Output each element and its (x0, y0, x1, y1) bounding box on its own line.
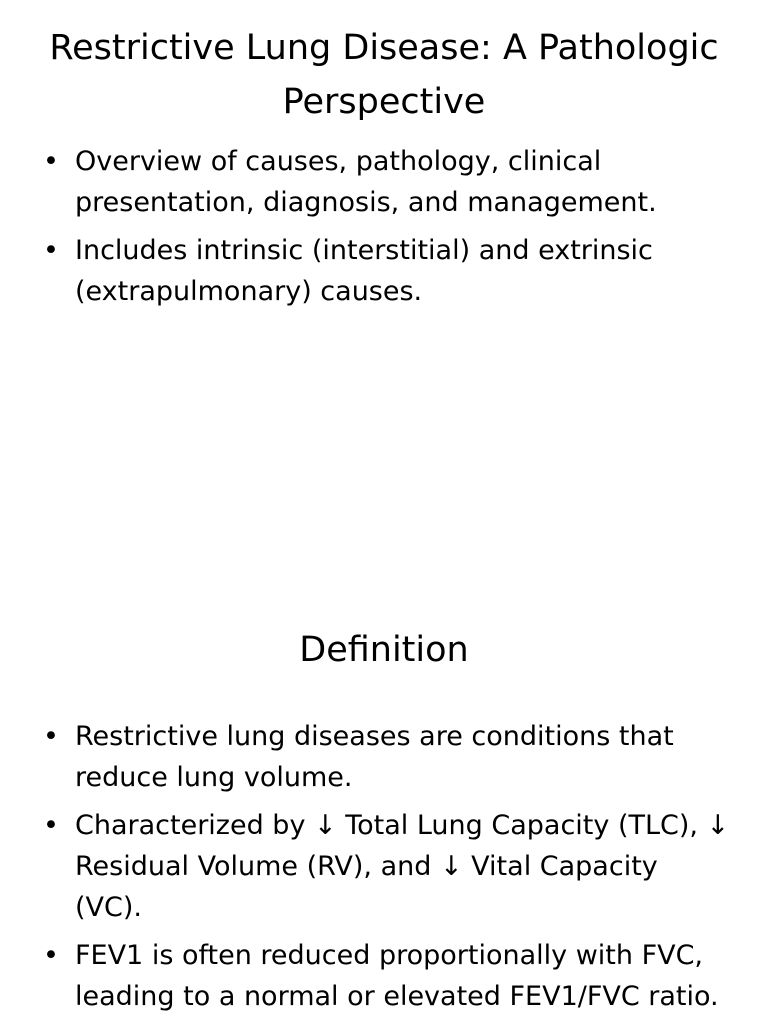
bullet-marker: • (43, 940, 59, 971)
bullet-marker: • (43, 810, 59, 841)
bullet-text: Restrictive lung diseases are conditions that reduce lung volume. (75, 721, 674, 793)
slide-title: Restrictive Lung Disease: A Pathologic Perspective (49, 28, 719, 122)
bullet-item (40, 716, 730, 798)
bullet-list (40, 141, 730, 319)
bullet-text: Overview of causes, pathology, clinical presentation, diagnosis, and management. (75, 146, 657, 218)
bullet-marker: • (43, 721, 59, 752)
bullet-list (40, 716, 730, 1024)
bullet-item (40, 141, 730, 223)
slide-title: Definition (299, 630, 469, 670)
bullet-text: FEV1 is often reduced proportionally with FVC, leading to a normal or elevated FEV1/FVC ratio. (75, 940, 719, 1012)
bullet-text: Includes intrinsic (interstitial) and extrinsic (extrapulmonary) causes. (75, 235, 653, 307)
bullet-text: Characterized by ↓ Total Lung Capacity (TLC), ↓ Residual Volume (RV), and ↓ Vital Capacity (VC). (75, 810, 730, 923)
slide-definition (0, 600, 768, 1024)
bullet-marker: • (43, 235, 59, 266)
bullet-item (40, 230, 730, 312)
bullet-item (40, 805, 730, 928)
bullet-item (40, 935, 730, 1017)
bullet-marker: • (43, 146, 59, 177)
